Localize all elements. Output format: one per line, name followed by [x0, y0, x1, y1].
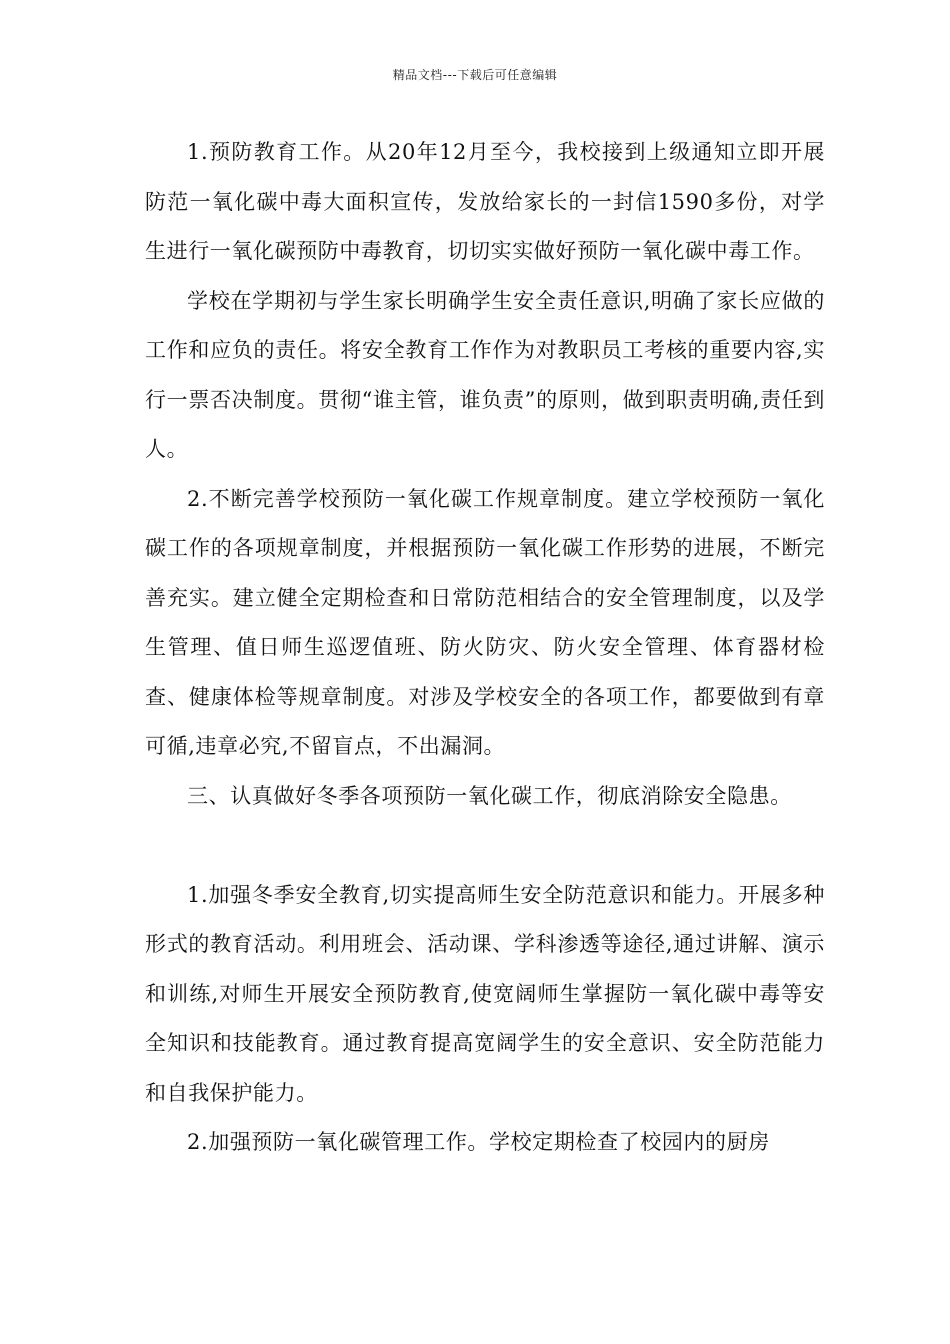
paragraph-prevention-education: 1.预防教育工作。从20年12月至今，我校接到上级通知立即开展防范一氧化碳中毒大面积宣传，发放给家长的一封信1590多份，对学生进行一氧化碳预防中毒教育，切切实实做好预防一氧化碳中毒工作。: [145, 140, 825, 263]
page-header: 精品文档---下载后可任意编辑: [392, 68, 558, 82]
paragraph-prevention-management: 2.加强预防一氧化碳管理工作。学校定期检查了校园内的厨房: [187, 1130, 770, 1154]
paragraph-spacer: [145, 821, 825, 871]
paragraph-parent-responsibility: 学校在学期初与学生家长明确学生安全责任意识,明确了家长应做的工作和应负的责任。将安全教育工作作为对教职员工考核的重要内容,实行一票否决制度。贯彻“谁主管，谁负责”的原则，做到职责明确,责任到人。: [145, 288, 825, 461]
paragraph-winter-education: 1.加强冬季安全教育,切实提高师生安全防范意识和能力。开展多种形式的教育活动。利用班会、活动课、学科渗透等途径,通过讲解、演示和训练,对师生开展安全预防教育,使宽阔师生掌握防一氧化碳中毒等安全知识和技能教育。通过教育提高宽阔学生的安全意识、安全防范能力和自我保护能力。: [145, 882, 825, 1105]
paragraph-rules-system: 2.不断完善学校预防一氧化碳工作规章制度。建立学校预防一氧化碳工作的各项规章制度，并根据预防一氧化碳工作形势的进展，不断完善充实。建立健全定期检查和日常防范相结合的安全管理制度，以及学生管理、值日师生巡逻值班、防火防灾、防火安全管理、体育器材检查、健康体检等规章制度。对涉及学校安全的各项工作，都要做到有章可循,违章必究,不留盲点，不出漏洞。: [145, 486, 825, 758]
document-body: [145, 128, 825, 1168]
section-heading-winter-work: 三、认真做好冬季各项预防一氧化碳工作，彻底消除安全隐患。: [187, 783, 792, 808]
